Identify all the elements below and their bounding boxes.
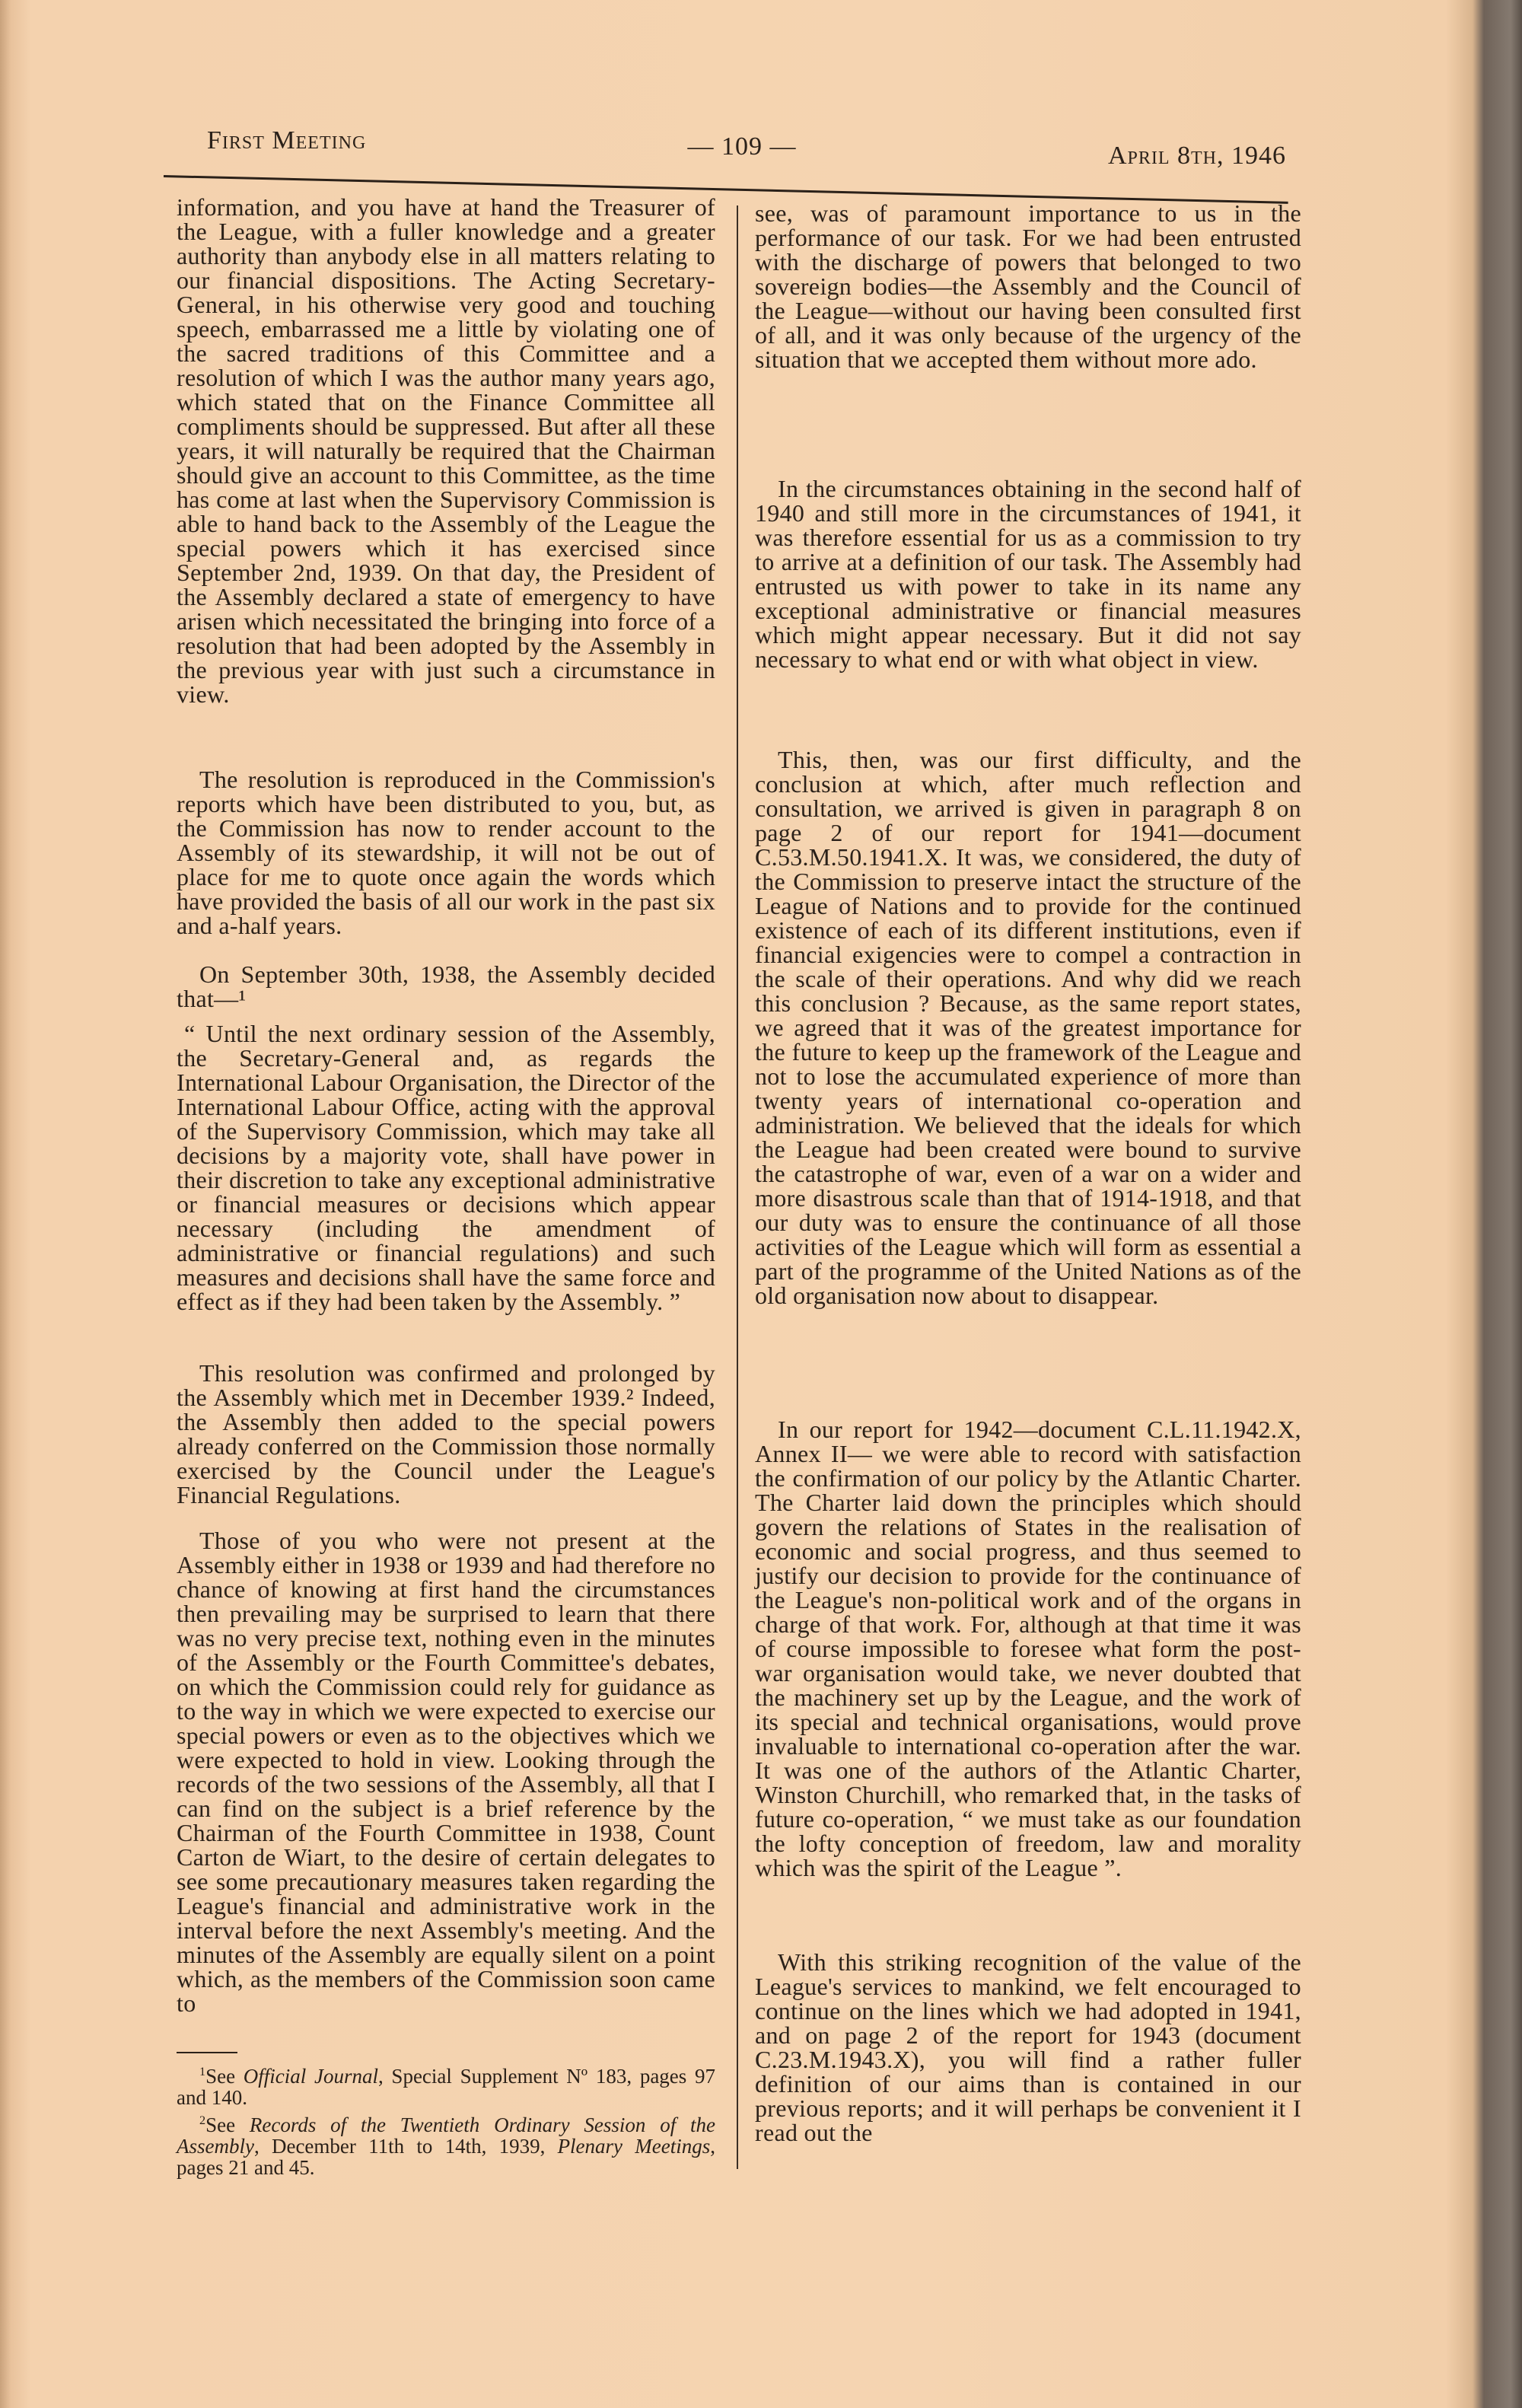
running-header-date: April 8th, 1946 [1107, 142, 1286, 170]
paragraph: In our report for 1942—document C.L.11.1942.X, Annex II— we were able to record with satisfaction the confirmation of our policy by the Atlantic Charter. The Charter laid down the principles which should govern the relations of States in the realisation of economic and social progress, and thus seemed to justify our decision to provide for the continuance of the League's non-political work and of the organs in charge of that work. For, although at that time it was of course impossible to foresee what form the post-war organisation would take, we never doubted that the machinery set up by the League, and the work of its special and technical organisations, would prove invaluable to international co-operation after the war. It was one of the authors of the Atlantic Charter, Winston Churchill, who remarked that, in the tasks of future co-operation, “ we must take as our foundation the lofty conception of freedom, law and morality which was the spirit of the League ”. [755, 1416, 1301, 1881]
footnote-title: Plenary Meetings [557, 2135, 711, 2158]
paragraph: With this striking recognition of the value of the League's services to mankind, we felt encouraged to continue on the lines which we had adopted in 1941, and on page 2 of the report for 1943 (document C.23.M.1943.X), you will find a rather fuller definition of our aims than is contained in our previous reports; and it will perhaps be convenient it I read out the [755, 1948, 1301, 2146]
running-header-left: First Meeting [207, 126, 367, 154]
page-number: — 109 — [687, 132, 797, 161]
footnote-mark: 1 [199, 2065, 206, 2078]
footnote-rule [177, 2052, 237, 2053]
paragraph: In the circumstances obtaining in the second half of 1940 and still more in the circumstances of 1941, it was therefore essential for us as a commission to try to arrive at a definition of our task. The Assembly had entrusted us with power to take in its name any exceptional administrative or financial measures which might appear necessary. But it did not say necessary to what end or with what object in view. [755, 475, 1301, 673]
footnote-title: Official Journal [243, 2065, 378, 2088]
footnote-text: , December 11th to 14th, 1939, [253, 2135, 558, 2158]
footnote-text: , Special Supplement Nº 183, pages 97 and 140. [177, 2065, 715, 2109]
paragraph: information, and you have at hand the Treasurer of the League, with a fuller knowledge and a greater authority than anybody else in all matters relating to our financial dispositions. The Acting Secretary-General, in his otherwise very good and touching speech, embarrassed me a little by violating one of the sacred traditions of this Committee and a resolution of which I was the author many years ago, which stated that on the Finance Committee all compliments should be suppressed. But after all these years, it will naturally be required that the Chairman should give an account to this Committee, as the time has come at last when the Supervisory Commission is able to hand back to the Assembly of the League the special powers which it has exercised since September 2nd, 1939. On that day, the President of the Assembly declared a state of emergency to have arisen which necessitated the bringing into force of a resolution that had been adopted by the Assembly in the previous year with just such a circumstance in view. [177, 193, 715, 708]
block-quote: “ Until the next ordinary session of the Assembly, the Secretary-General and, as regards the International Labour Organisation, the Director of the International Labour Office, acting with the approval of the Supervisory Commission, which may take all decisions by a majority vote, shall have power in their discretion to take any exceptional administrative or financial measures or decisions which appear necessary (including the amendment of administrative or financial regulations) and such measures and decisions shall have the same force and effect as if they had been taken by the Assembly. ” [177, 1020, 715, 1315]
footnote-2 [177, 2110, 715, 2178]
footnote-text: , pages 21 and 45. [177, 2135, 715, 2179]
paragraph: The resolution is reproduced in the Commission's reports which have been distributed to you, but, as the Commission has now to render account to the Assembly of its stewardship, it will not be out of place for me to quote once again the words which have provided the basis of all our work in the past six and a-half years. [177, 766, 715, 939]
footnote-text: See [205, 2065, 244, 2088]
paragraph: This resolution was confirmed and prolonged by the Assembly which met in December 1939.² Indeed, the Assembly then added to the special powers already conferred on the Commission those normally exercised by the Council under the League's Financial Regulations. [177, 1359, 715, 1508]
paragraph: see, was of paramount importance to us in the performance of our task. For we had been entrusted with the discharge of powers that belonged to two sovereign bodies—the Assembly and the Council of the League—without our having been consulted first of all, and it was only because of the urgency of the situation that we accepted them without more ado. [755, 199, 1301, 373]
footnote-text: See [205, 2113, 250, 2136]
footnote-title: Records of the Twentieth Ordinary Session of the Assembly [177, 2113, 716, 2158]
paragraph: Those of you who were not present at the Assembly either in 1938 or 1939 and had therefore no chance of knowing at first hand the circumstances then prevailing may be surprised to learn that there was no very precise text, nothing even in the minutes of the Assembly or the Fourth Committee's debates, on which the Commission could rely for guidance as to the way in which we were expected to exercise our special powers or even as to the objectives which we were expected to hold in view. Looking through the records of the two sessions of the Assembly, all that I can find on the subject is a brief reference by the Chairman of the Fourth Committee in 1938, Count Carton de Wiart, to the desire of certain delegates to see some precautionary measures taken regarding the League's financial and administrative work in the interval before the next Assembly's meeting. And the minutes of the Assembly are equally silent on a point which, as the members of the Commission soon came to [177, 1527, 715, 2017]
footnote-1 [177, 2061, 715, 2108]
footnote-mark: 2 [199, 2113, 206, 2127]
paragraph: This, then, was our first difficulty, and the conclusion at which, after much reflection and consultation, we arrived is given in paragraph 8 on page 2 of our report for 1941—document C.53.M.50.1941.X. It was, we considered, the duty of the Commission to preserve intact the structure of the League of Nations and to provide for the continued existence of each of its different institutions, even if financial exigencies were to compel a contraction in the scale of their operations. And why did we reach this conclusion ? Because, as the same report states, we agreed that it was of the greatest importance for the future to keep up the framework of the League and not to lose the accumulated experience of more than twenty years of international co-operation and administration. We believed that the ideals for which the League had been created were bound to survive the catastrophe of war, even of a war on a wider and more disastrous scale than that of 1914-1918, and that our duty was to ensure the continuance of all those activities of the League which will form as essential a part of the programme of the United Nations as of the old organisation now about to disappear. [755, 746, 1301, 1309]
paragraph: On September 30th, 1938, the Assembly decided that—¹ [177, 960, 715, 1012]
column-divider [737, 205, 738, 2169]
